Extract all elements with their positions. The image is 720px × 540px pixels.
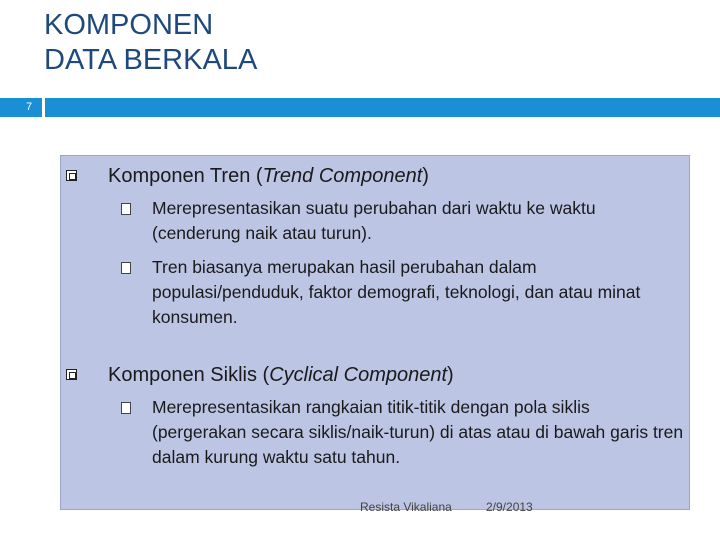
footer-author: Resista Vikaliana xyxy=(360,500,452,514)
box-bullet-icon xyxy=(121,402,131,414)
square-bullet-icon xyxy=(66,170,77,181)
footer-date: 2/9/2013 xyxy=(486,500,533,514)
slide-title-line-1: KOMPONEN xyxy=(44,9,214,41)
section-heading-trend xyxy=(108,164,429,188)
list-item: Merepresentasikan rangkaian titik-titik dengan pola siklis (pergerakan secara siklis/naik-turun) di atas atau di bawah garis tren dalam kurung waktu satu tahun. xyxy=(152,397,684,467)
box-bullet-icon xyxy=(121,262,131,274)
section-heading-cyclical xyxy=(108,363,454,387)
slide-title xyxy=(44,8,257,78)
slide-number: 7 xyxy=(0,98,42,117)
box-bullet-icon xyxy=(121,203,131,215)
list-item: Merepresentasikan suatu perubahan dari waktu ke waktu (cenderung naik atau turun). xyxy=(152,198,596,243)
heading-text: Komponen Tren ( xyxy=(108,165,263,187)
square-bullet-icon xyxy=(66,369,77,380)
heading-text: ) xyxy=(447,364,454,386)
list-item: Tren biasanya merupakan hasil perubahan dalam populasi/penduduk, faktor demografi, teknologi, dan atau minat konsumen. xyxy=(152,257,641,327)
heading-italic-text: Trend Component xyxy=(262,165,423,187)
heading-italic-text: Cyclical Component xyxy=(269,364,448,386)
slide-title-line-2: DATA BERKALA xyxy=(44,44,258,76)
heading-text: ) xyxy=(422,165,429,187)
heading-text: Komponen Siklis ( xyxy=(108,364,270,386)
header-accent-bar xyxy=(45,98,720,117)
